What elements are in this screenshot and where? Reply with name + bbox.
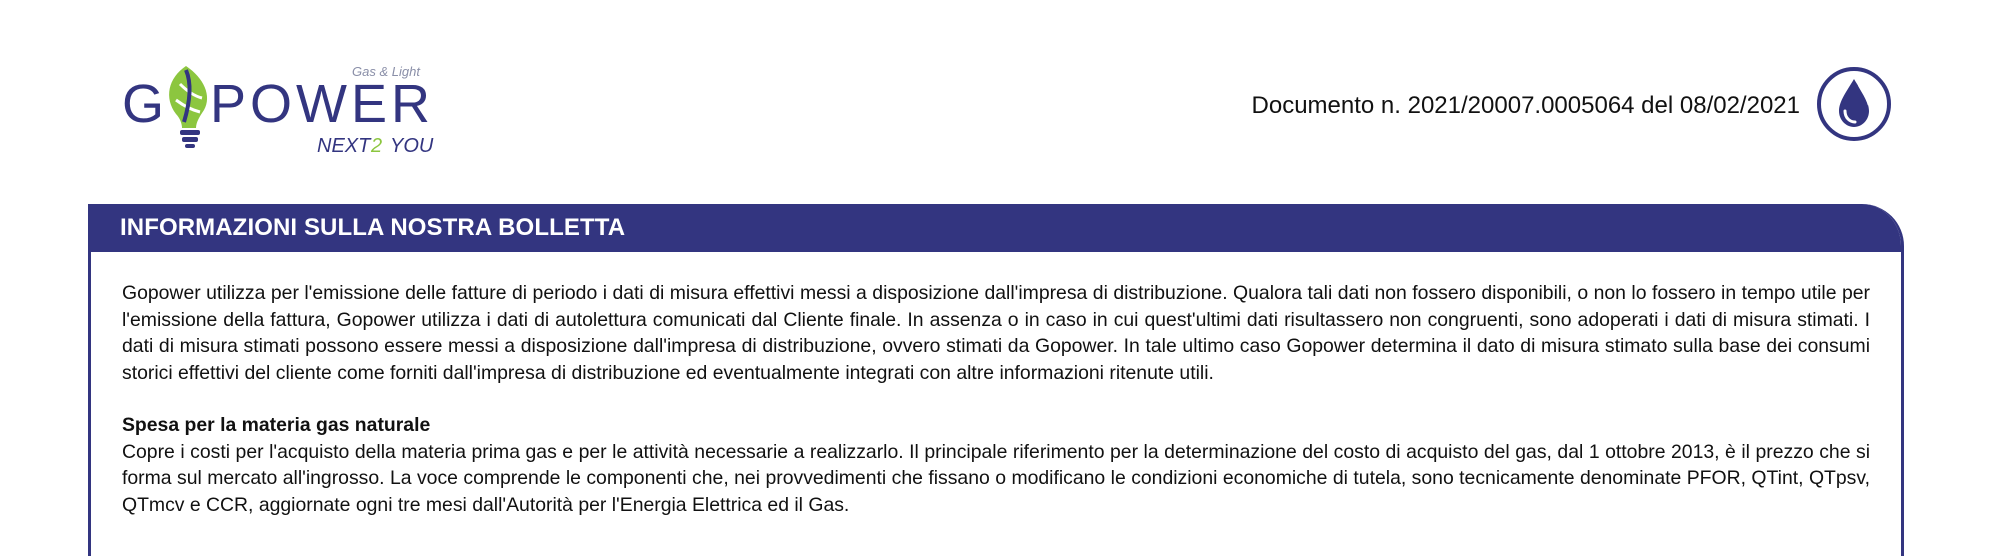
- logo-tagline-2: 2: [371, 135, 383, 157]
- gas-cost-subheading: Spesa per la materia gas naturale: [122, 414, 431, 436]
- document-number: Documento n. 2021/20007.0005064 del 08/02/2021: [1251, 92, 1800, 119]
- logo-tagline-you: YOU: [390, 135, 434, 157]
- bulb-leaf-icon: [169, 66, 207, 148]
- logo-tagline-top: Gas & Light: [352, 64, 420, 79]
- section-title: INFORMAZIONI SULLA NOSTRA BOLLETTA: [91, 204, 1901, 252]
- section-body: [91, 252, 1901, 518]
- logo-letter-g: G: [122, 74, 165, 134]
- bill-info-section: [88, 204, 1904, 556]
- drop-icon: [1815, 65, 1893, 143]
- logo-tagline-next: NEXT: [317, 135, 371, 157]
- gopower-logo: [120, 62, 440, 162]
- gopower-logo-graphic: [120, 62, 440, 162]
- measurement-data-paragraph: Gopower utilizza per l'emissione delle fatture di periodo i dati di misura effettivi messi a disposizione dall'impresa di distribuzione. Qualora tali dati non fossero disponibili, o non lo fossero in tempo utile per l'emissione della fattura, Gopower utilizza i dati di autolettura comunicati dal Cliente finale. In assenza o in caso in cui quest'ultimi dati risultassero non congruenti, sono adoperati i dati di misura stimati. I dati di misura stimati possono essere messi a disposizione dall'impresa di distribuzione, ovvero stimati da Gopower. In tale ultimo caso Gopower determina il dato di misura stimato sulla base dei consumi storici effettivi del cliente come forniti dall'impresa di distribuzione ed eventualmente integrati con altre informazioni ritenute utili.: [122, 282, 1870, 384]
- logo-word-power: POWER: [210, 74, 430, 134]
- gas-cost-paragraph: Copre i costi per l'acquisto della materia prima gas e per le attività necessarie a realizzarlo. Il principale riferimento per la determinazione del costo di acquisto del gas, dal 1 ottobre 2013, è il prezzo che si forma sul mercato all'ingrosso. La voce comprende le componenti che, nei provvedimenti che fissano o modificano le condizioni economiche di tutela, sono tecnicamente denominate PFOR, QTint, QTpsv, QTmcv e CCR, aggiornate ogni tre mesi dall'Autorità per l'Energia Elettrica ed il Gas.: [122, 440, 1870, 516]
